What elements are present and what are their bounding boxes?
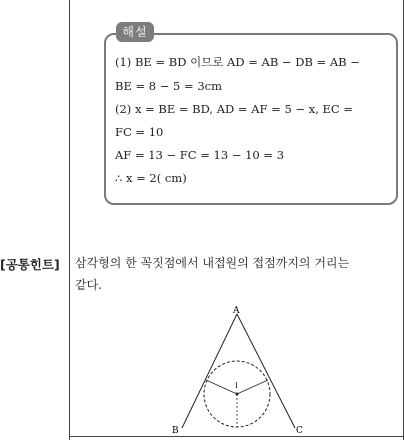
label-a: A	[233, 306, 240, 316]
center-point	[236, 393, 239, 396]
hint-line-1: 삼각형의 한 꼭짓점에서 내접원의 접점까지의 거리는	[75, 256, 350, 270]
solution-line-6: ∴ x = 2( cm)	[115, 171, 187, 185]
solution-tag: 해설	[116, 22, 154, 42]
solution-line-2: BE = 8 − 5 = 3cm	[115, 79, 222, 93]
solution-line-3: (2) x = BE = BD, AD = AF = 5 − x, EC =	[115, 102, 353, 116]
triangle-incircle-figure	[160, 300, 310, 438]
label-b: B	[172, 426, 179, 436]
radius-left	[206, 380, 237, 394]
label-i: I	[235, 382, 238, 390]
side-ac	[237, 314, 295, 428]
solution-line-1: (1) BE = BD 이므로 AD = AB − DB = AB −	[115, 55, 360, 69]
radius-right	[237, 380, 268, 394]
left-border	[69, 0, 70, 440]
solution-line-5: AF = 13 − FC = 13 − 10 = 3	[115, 148, 285, 162]
label-c: C	[296, 426, 303, 436]
solution-line-4: FC = 10	[115, 125, 164, 139]
side-ab	[182, 314, 237, 428]
hint-label: [공통힌트]	[0, 257, 60, 272]
hint-line-2: 같다.	[75, 278, 102, 292]
